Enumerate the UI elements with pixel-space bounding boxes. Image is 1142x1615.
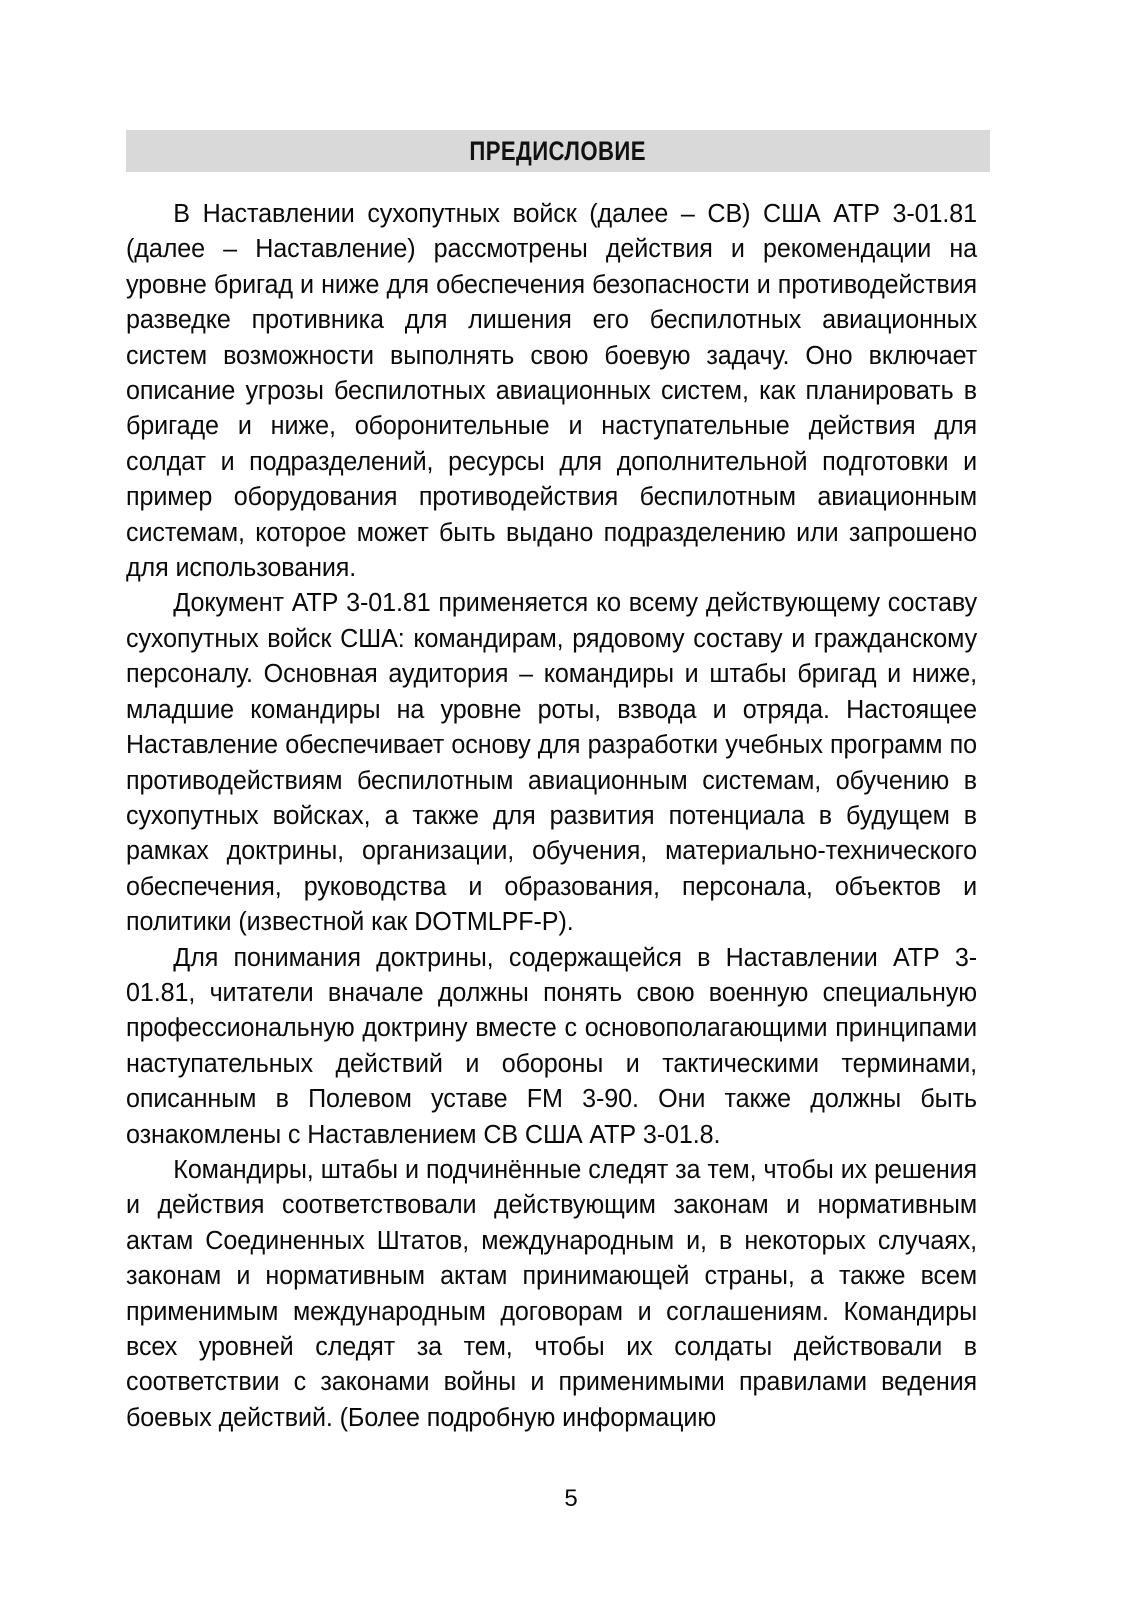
page-title: ПРЕДИСЛОВИЕ (469, 135, 647, 166)
paragraph-3: Для понимания доктрины, содержащейся в Наставлении АТР 3-01.81, читатели вначале должны понять свою военную специальную профессиональную доктрину вместе с основополагающими принципами наступательных действий и обороны и тактическими терминами, описанным в Полевом уставе FM 3-90. Они также должны быть ознакомлены с Наставлением СВ США АТР 3-01.8. (126, 943, 978, 1149)
section-header-band (126, 130, 990, 172)
paragraph-1: В Наставлении сухопутных войск (далее – СВ) США АТР 3-01.81 (далее – Наставление) рассмотрены действия и рекомендации на уровне бригад и ниже для обеспечения безопасности и противодействия разведке противника для лишения его беспилотных авиационных систем возможности выполнять свою боевую задачу. Оно включает описание угрозы беспилотных авиационных систем, как планировать в бригаде и ниже, оборонительные и наступательные действия для солдат и подразделений, ресурсы для дополнительной подготовки и пример оборудования противодействия беспилотным авиационным системам, которое может быть выдано подразделению или запрошено для использования. (126, 200, 978, 583)
paragraph-2: Документ АТР 3-01.81 применяется ко всему действующему составу сухопутных войск США: командирам, рядовому составу и гражданскому персоналу. Основная аудитория – командиры и штабы бригад и ниже, младшие командиры на уровне роты, взвода и отряда. Настоящее Наставление обеспечивает основу для разработки учебных программ по противодействиям беспилотным авиационным системам, обучению в сухопутных войсках, а также для развития потенциала в будущем в рамках доктрины, организации, обучения, материально-технического обеспечения, руководства и образования, персонала, объектов и политики (известной как DOTMLPF-P). (126, 589, 978, 937)
page-number: 5 (564, 1485, 578, 1512)
paragraph-4: Командиры, штабы и подчинённые следят за тем, чтобы их решения и действия соответствовали действующим законам и нормативным актам Соединенных Штатов, международным и, в некоторых случаях, законам и нормативным актам принимающей страны, а также всем применимым международным договорам и соглашениям. Командиры всех уровней следят за тем, чтобы их солдаты действовали в соответствии с законами войны и применимыми правилами ведения боевых действий. (Более подробную информацию (126, 1155, 978, 1432)
body-text-block (126, 197, 990, 1436)
